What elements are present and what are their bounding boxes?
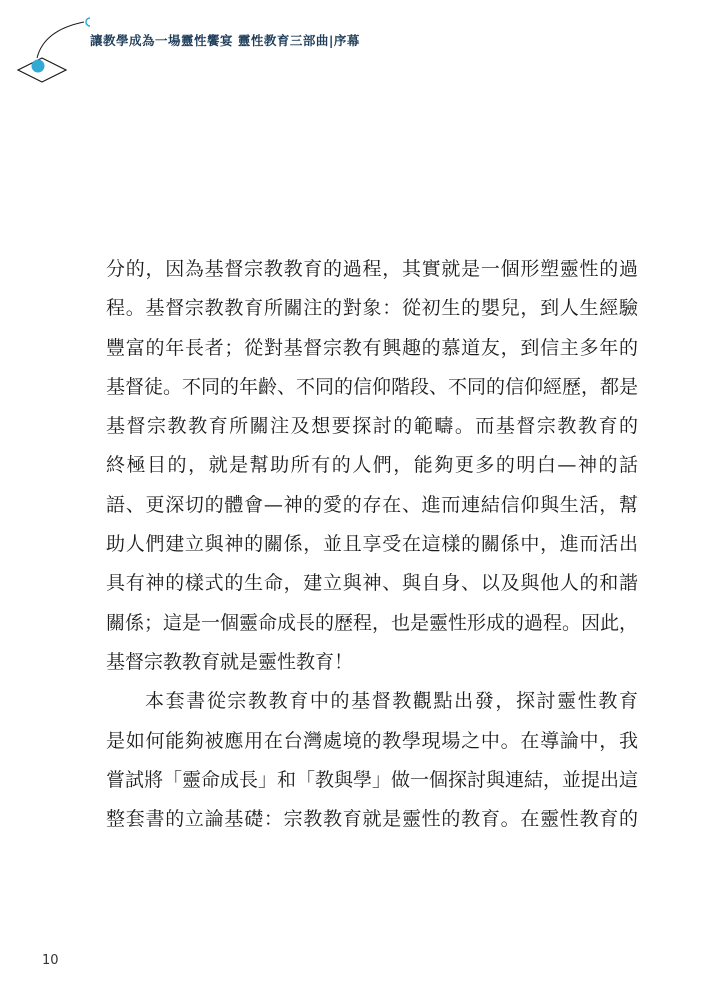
body-line: 程。基督宗教教育所關注的對象：從初生的嬰兒，到人生經驗 (106, 297, 638, 320)
header-decoration (0, 0, 90, 90)
body-line: 整套書的立論基礎：宗教教育就是靈性的教育。在靈性教育的 (106, 808, 638, 831)
body-line: 基督宗教教育就是靈性教育！ (106, 650, 354, 673)
body-line: 是如何能夠被應用在台灣處境的教學現場之中。在導論中，我 (106, 729, 638, 752)
body-line: 具有神的樣式的生命，建立與神、與自身、以及與他人的和諧 (106, 572, 638, 595)
body-line: 分的，因為基督宗教教育的過程，其實就是一個形塑靈性的過 (106, 258, 638, 280)
body-line: 本套書從宗教教育中的基督教觀點出發，探討靈性教育 (145, 690, 638, 713)
body-line: 終極目的，就是幫助所有的人們，能夠更多的明白—神的話 (106, 454, 638, 477)
body-line: 語、更深切的體會—神的愛的存在、進而連結信仰與生活，幫 (106, 493, 638, 516)
body-line: 基督宗教教育所關注及想要探討的範疇。而基督宗教教育的 (106, 415, 638, 438)
body-line: 豐富的年長者；從對基督宗教有興趣的慕道友，到信主多年的 (106, 336, 638, 359)
body-text (106, 250, 638, 839)
page-number: 10 (42, 953, 59, 968)
running-header-title: 讓教學成為一場靈性饗宴 靈性教育三部曲|序幕 (90, 33, 360, 48)
body-line: 關係；這是一個靈命成長的歷程，也是靈性形成的過程。因此， (106, 611, 639, 634)
body-line: 助人們建立與神的關係，並且享受在這樣的關係中，進而活出 (106, 533, 638, 556)
body-line: 嘗試將「靈命成長」和「教與學」做一個探討與連結，並提出這 (106, 768, 639, 791)
body-line: 基督徒。不同的年齡、不同的信仰階段、不同的信仰經歷，都是 (106, 375, 639, 398)
